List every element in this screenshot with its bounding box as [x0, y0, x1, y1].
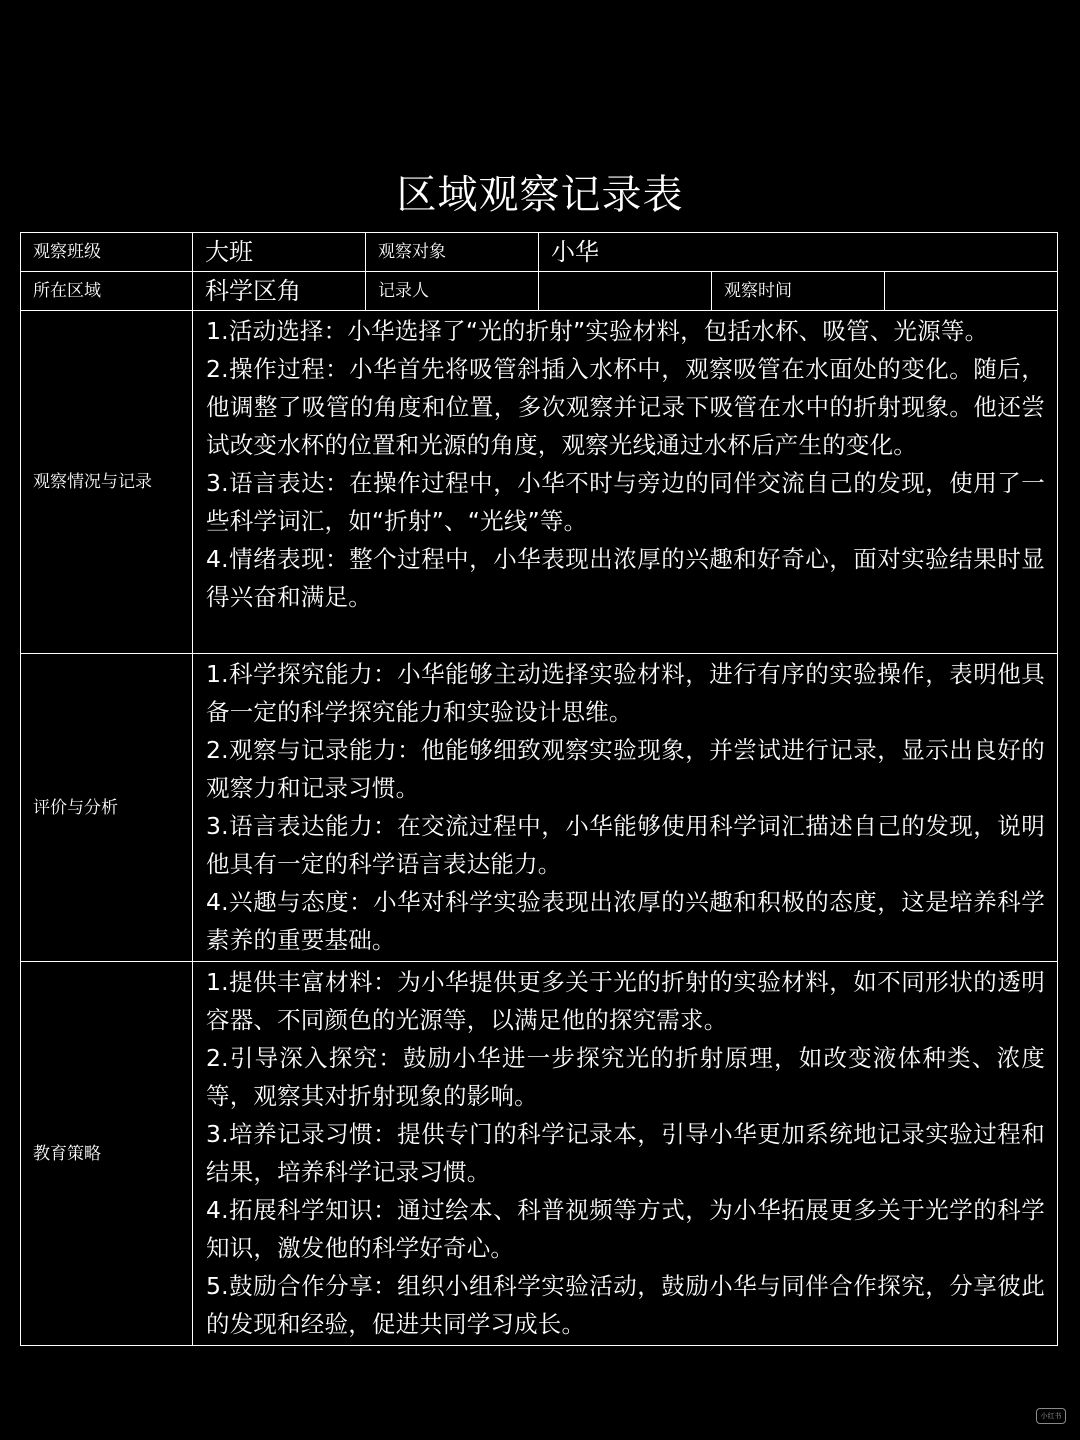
header-row-class	[21, 233, 1058, 272]
time-value	[885, 272, 1058, 311]
section-paragraph: 3.培养记录习惯：提供专门的科学记录本，引导小华更加系统地记录实验过程和结果，培养科学记录习惯。	[206, 1120, 1046, 1186]
watermark-logo: 小红书	[1036, 1408, 1066, 1424]
section-paragraph: 4.拓展科学知识：通过绘本、科普视频等方式，为小华拓展更多关于光学的科学知识，激发他的科学好奇心。	[206, 1196, 1046, 1262]
section-paragraph: 2.引导深入探究：鼓励小华进一步探究光的折射原理，如改变液体种类、浓度等，观察其对折射现象的影响。	[206, 1044, 1046, 1110]
section-label: 评价与分析	[21, 654, 193, 962]
observation-table	[20, 232, 1058, 1346]
section-paragraph: 4.情绪表现：整个过程中，小华表现出浓厚的兴趣和好奇心，面对实验结果时显得兴奋和满足。	[206, 545, 1046, 611]
section-paragraph: 4.兴趣与态度：小华对科学实验表现出浓厚的兴趣和积极的态度，这是培养科学素养的重要基础。	[206, 888, 1046, 954]
recorder-label: 记录人	[366, 272, 539, 311]
section-label: 教育策略	[21, 962, 193, 1346]
section-paragraph: 2.观察与记录能力：他能够细致观察实验现象，并尝试进行记录，显示出良好的观察力和记录习惯。	[206, 736, 1046, 802]
section-paragraph: 3.语言表达能力：在交流过程中，小华能够使用科学词汇描述自己的发现，说明他具有一定的科学语言表达能力。	[206, 812, 1046, 878]
class-label: 观察班级	[21, 233, 193, 272]
section-row-strategy	[21, 962, 1058, 1346]
section-paragraph: 1.提供丰富材料：为小华提供更多关于光的折射的实验材料，如不同形状的透明容器、不同颜色的光源等，以满足他的探究需求。	[206, 968, 1046, 1034]
section-content	[193, 962, 1058, 1346]
class-value: 大班	[193, 233, 366, 272]
section-content	[193, 311, 1058, 654]
section-paragraph: 3.语言表达：在操作过程中，小华不时与旁边的同伴交流自己的发现，使用了一些科学词汇，如“折射”、“光线”等。	[206, 469, 1046, 535]
area-value: 科学区角	[193, 272, 366, 311]
section-label: 观察情况与记录	[21, 311, 193, 654]
area-label: 所在区域	[21, 272, 193, 311]
section-paragraph: 1.科学探究能力：小华能够主动选择实验材料，进行有序的实验操作，表明他具备一定的科学探究能力和实验设计思维。	[206, 660, 1046, 726]
section-row-observation	[21, 311, 1058, 654]
subject-label: 观察对象	[366, 233, 539, 272]
page-title: 区域观察记录表	[396, 172, 684, 218]
recorder-value	[539, 272, 712, 311]
section-paragraph: 1.活动选择：小华选择了“光的折射”实验材料，包括水杯、吸管、光源等。	[206, 317, 989, 345]
section-paragraph: 2.操作过程：小华首先将吸管斜插入水杯中，观察吸管在水面处的变化。随后，他调整了吸管的角度和位置，多次观察并记录下吸管在水中的折射现象。他还尝试改变水杯的位置和光源的角度，观察光线通过水杯后产生的变化。	[206, 355, 1046, 459]
section-paragraph: 5.鼓励合作分享：组织小组科学实验活动，鼓励小华与同伴合作探究，分享彼此的发现和经验，促进共同学习成长。	[206, 1272, 1046, 1338]
header-row-area	[21, 272, 1058, 311]
time-label: 观察时间	[712, 272, 885, 311]
subject-value: 小华	[539, 233, 1058, 272]
section-row-evaluation	[21, 654, 1058, 962]
section-content	[193, 654, 1058, 962]
